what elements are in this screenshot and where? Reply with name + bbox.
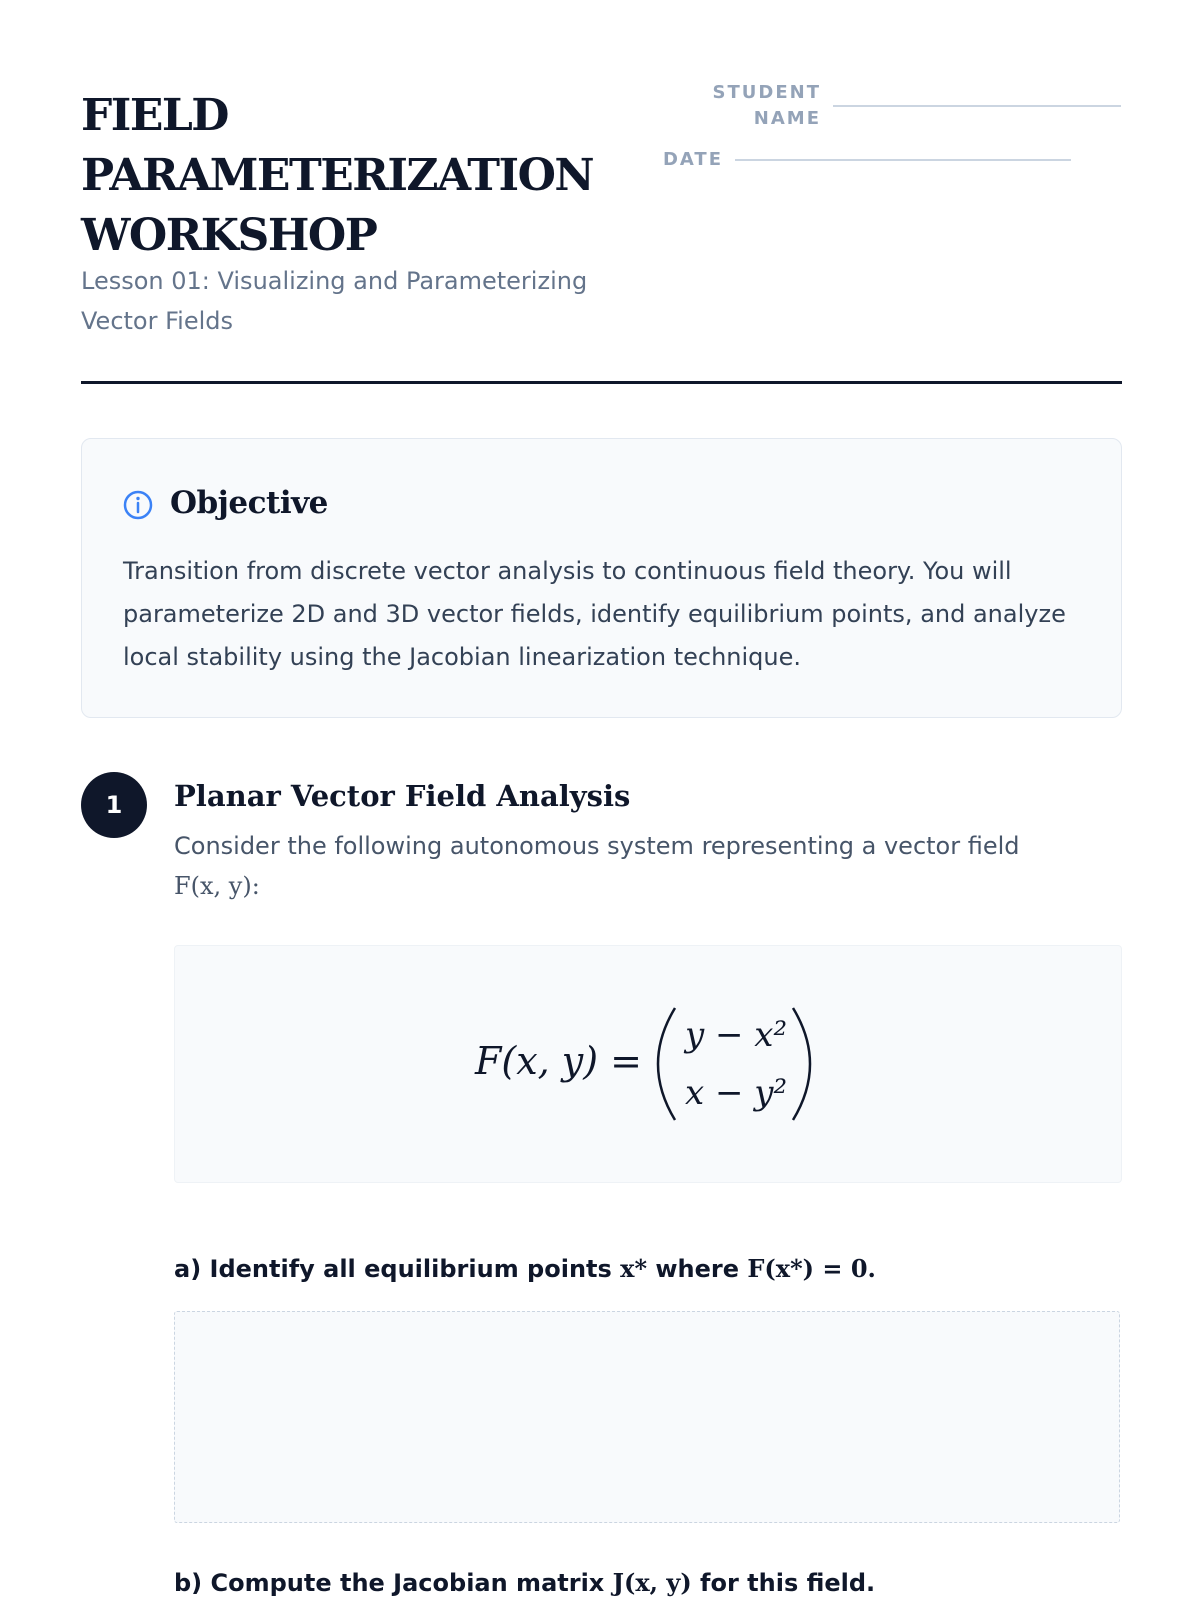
part-b-prefix: b) Compute the Jacobian matrix [174, 1569, 605, 1597]
question-title: Planar Vector Field Analysis [174, 779, 631, 813]
part-a-label [174, 1252, 1114, 1286]
objective-text: Transition from discrete vector analysis to continuous field theory. You will parameterize 2D and 3D vector fields, identify equilibrium points, and analyze local stability using the Jacobian linearization technique. [123, 557, 1066, 671]
student-name-field[interactable] [833, 105, 1121, 107]
info-icon [122, 489, 154, 521]
part-a-math-condition: F(x*) = 0. [747, 1254, 876, 1283]
left-paren [658, 1008, 675, 1120]
right-paren [793, 1008, 810, 1120]
equation-row-2: x − y² [685, 1073, 788, 1113]
page-title: FIELD PARAMETERIZATION WORKSHOP [81, 90, 594, 261]
objective-heading: Objective [170, 485, 328, 521]
part-a-middle: where [655, 1255, 740, 1283]
date-field[interactable] [735, 159, 1071, 161]
date-label: DATE [662, 149, 723, 170]
objective-panel [81, 438, 1122, 718]
part-a-answer-box[interactable] [174, 1311, 1120, 1523]
question-number-badge: 1 [81, 772, 147, 838]
header-divider [81, 381, 1122, 384]
worksheet-header [81, 80, 1122, 384]
vector-field-equation [175, 946, 1121, 1182]
lesson-subtitle: Lesson 01: Visualizing and Parameterizing Vector Fields [81, 267, 588, 335]
part-a-math-point: x* [620, 1254, 648, 1283]
equation-lhs: F(x, y) = [475, 1039, 642, 1083]
question-intro [174, 826, 1104, 906]
part-b-suffix: for this field. [700, 1569, 876, 1597]
equation-row-1: y − x² [685, 1015, 788, 1055]
question-intro-text: Consider the following autonomous system representing a vector field [174, 832, 1020, 860]
question-intro-math: F(x, y): [174, 872, 260, 900]
part-a-prefix: a) Identify all equilibrium points [174, 1255, 612, 1283]
worksheet-page [81, 0, 1122, 1600]
part-b-label [174, 1566, 1114, 1600]
equation-panel [174, 945, 1122, 1183]
part-b-math: J(x, y) [612, 1568, 692, 1597]
student-name-label: STUDENT NAME [712, 82, 821, 129]
